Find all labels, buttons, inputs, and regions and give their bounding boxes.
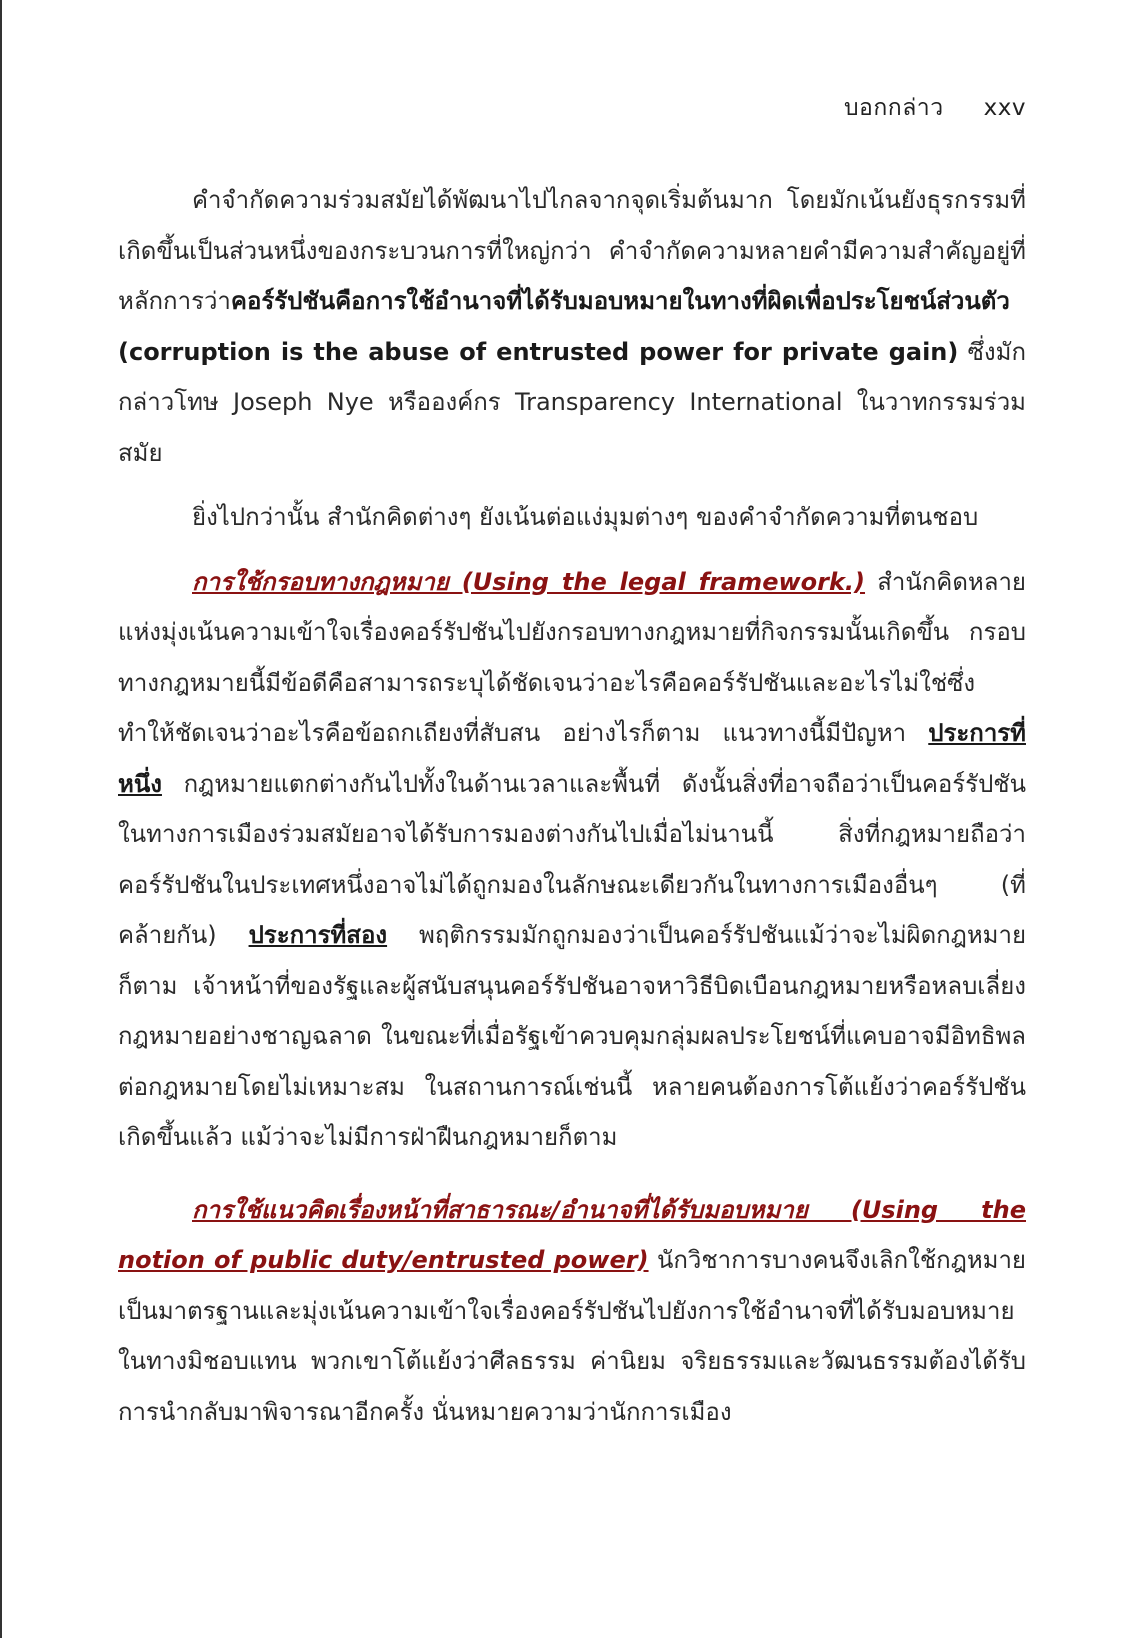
paragraph-text: ซึ่งมักกล่าวโทษ Joseph Nye หรือองค์กร Transparency International ในวาทกรรมร่วมสมัย: [118, 337, 1026, 467]
point-first: ประการที่หนึ่ง: [118, 719, 1026, 798]
book-page: [118, 0, 1026, 1638]
paragraph-text: สำนักคิดหลายแห่งมุ่งเน้นความเข้าใจเรื่องคอร์รัปชันไปยังกรอบทางกฎหมายที่กิจกรรมนั้นเกิดขึ้น กรอบทางกฎหมายนี้มีข้อดีคือสามารถระบุได้ชัดเจนว่าอะไรคือคอร์รัปชันและอะไรไม่ใช่ซึ่งทำให้ชัดเจนว่าอะไรคือข้อถกเถียงที่สับสน อย่างไรก็ตาม แนวทางนี้มีปัญหา: [118, 567, 1026, 747]
paragraph-text: ยิ่งไปกว่านั้น สำนักคิดต่างๆ ยังเน้นต่อแง่มุมต่างๆ ของคำจำกัดความที่ตนชอบ: [192, 503, 979, 531]
paragraph-text: นักวิชาการบางคนจึงเลิกใช้กฎหมายเป็นมาตรฐานและมุ่งเน้นความเข้าใจเรื่องคอร์รัปชันไปยังการใช้อำนาจที่ได้รับมอบหมายในทางมิชอบแทน พวกเขาโต้แย้งว่าศีลธรรม ค่านิยม จริยธรรมและวัฒนธรรมต้องได้รับการนำกลับมาพิจารณาอีกครั้ง นั่นหมายความว่านักการเมือง: [118, 1246, 1026, 1426]
point-second: ประการที่สอง: [248, 921, 388, 949]
paragraph-text: กฎหมายแตกต่างกันไปทั้งในด้านเวลาและพื้นที่ ดังนั้นสิ่งที่อาจถือว่าเป็นคอร์รัปชันในทางการเมืองร่วมสมัยอาจได้รับการมองต่างกันไปเมื่อไม่นานนี้ สิ่งที่กฎหมายถือว่าคอร์รัปชันในประเทศหนึ่งอาจไม่ได้ถูกมองในลักษณะเดียวกันในทางการเมืองอื่นๆ (ที่คล้ายกัน): [118, 769, 1026, 949]
body-text: [118, 175, 1026, 1437]
page-edge-rule: [0, 0, 2, 1638]
subheading-legal-framework: การใช้กรอบทางกฎหมาย (Using the legal framework.): [192, 567, 866, 596]
paragraph-public-duty: [118, 1185, 1026, 1438]
running-header: [844, 90, 1026, 126]
paragraph-definition: [118, 175, 1026, 478]
subheading-public-duty: การใช้แนวคิดเรื่องหน้าที่สาธารณะ/อำนาจที่ได้รับมอบหมาย (Using the notion of public duty/entrusted power): [118, 1195, 1026, 1274]
paragraph-legal-framework: [118, 557, 1026, 1163]
paragraph-text: พฤติกรรมมักถูกมองว่าเป็นคอร์รัปชันแม้ว่าจะไม่ผิดกฎหมายก็ตาม เจ้าหน้าที่ของรัฐและผู้สนับสนุนคอร์รัปชันอาจหาวิธีบิดเบือนกฎหมายหรือหลบเลี่ยงกฎหมายอย่างชาญฉลาด ในขณะที่เมื่อรัฐเข้าควบคุมกลุ่มผลประโยชน์ที่แคบอาจมีอิทธิพลต่อกฎหมายโดยไม่เหมาะสม ในสถานการณ์เช่นนี้ หลายคนต้องการโต้แย้งว่าคอร์รัปชันเกิดขึ้นแล้ว แม้ว่าจะไม่มีการฝ่าฝืนกฎหมายก็ตาม: [118, 921, 1026, 1151]
definition-bold: คอร์รัปชันคือการใช้อำนาจที่ได้รับมอบหมายในทางที่ผิดเพื่อประโยชน์ส่วนตัว (corruption is the abuse of entrusted power for private gain): [118, 287, 1010, 366]
paragraph-schools: [118, 492, 1026, 543]
page-number: xxv: [983, 95, 1026, 121]
paragraph-text: คำจำกัดความร่วมสมัยได้พัฒนาไปไกลจากจุดเริ่มต้นมาก โดยมักเน้นยังธุรกรรมที่เกิดขึ้นเป็นส่วนหนึ่งของกระบวนการที่ใหญ่กว่า คำจำกัดความหลายคำมีความสำคัญอยู่ที่หลักการว่า: [118, 186, 1026, 315]
section-title: บอกกล่าว: [843, 95, 944, 121]
